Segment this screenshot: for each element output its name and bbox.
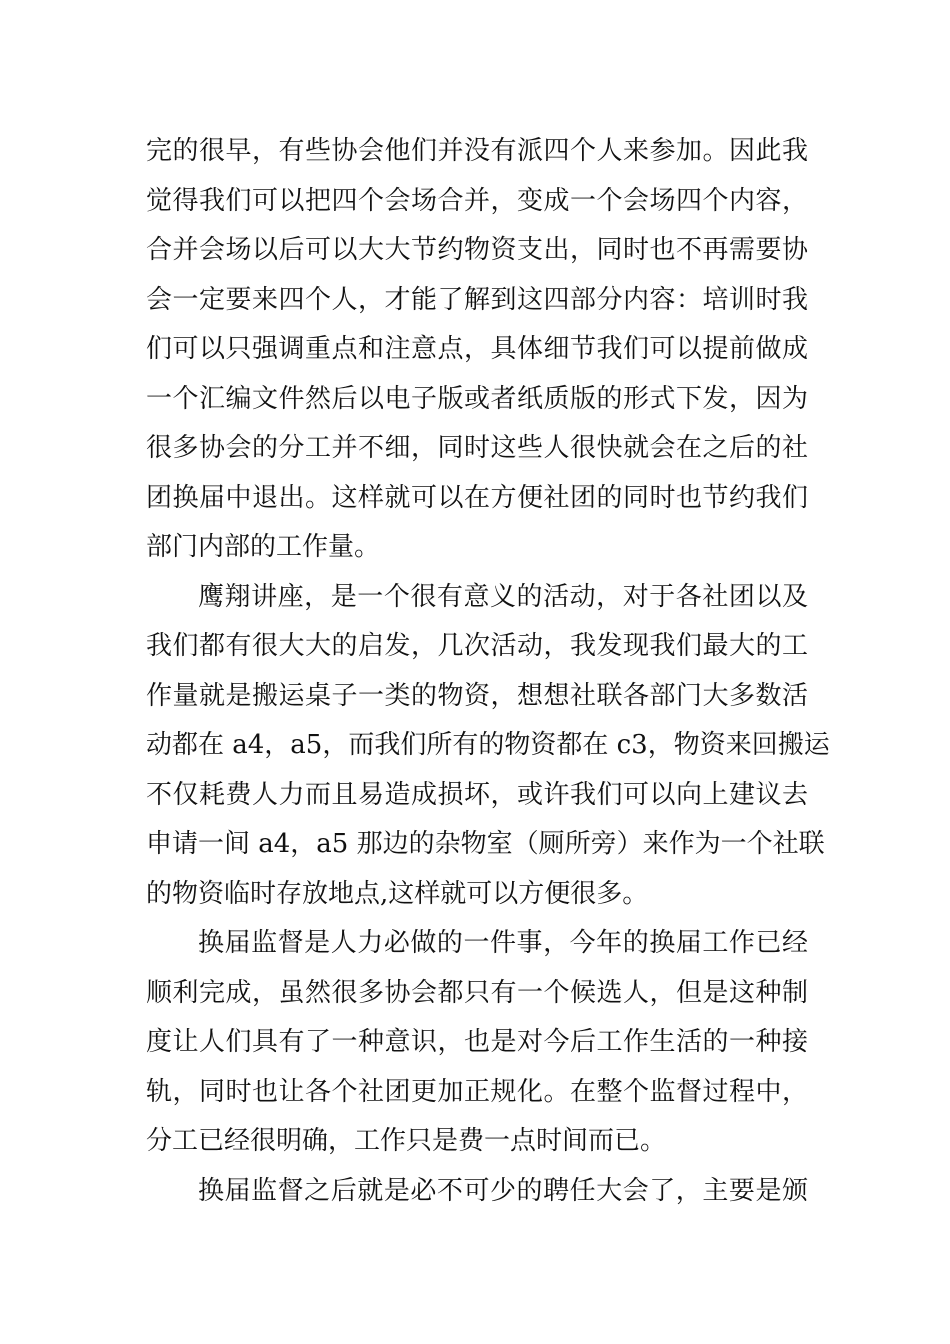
paragraph-1 xyxy=(146,127,808,573)
text-line: 合并会场以后可以大大节约物资支出，同时也不再需要协 xyxy=(146,235,808,265)
text-line: 的物资临时存放地点,这样就可以方便很多。 xyxy=(146,878,649,909)
text-line: 度让人们具有了一种意识，也是对今后工作生活的一种接 xyxy=(146,1027,808,1057)
text-line: 分工已经很明确，工作只是费一点时间而已。 xyxy=(146,1126,667,1156)
text-line: 完的很早，有些协会他们并没有派四个人来参加。因此我 xyxy=(146,136,808,166)
text-line: 换届监督是人力必做的一件事，今年的换届工作已经 xyxy=(198,928,808,958)
text-line: 不仅耗费人力而且易造成损坏，或许我们可以向上建议去 xyxy=(146,779,808,810)
text-line: 一个汇编文件然后以电子版或者纸质版的形式下发，因为 xyxy=(146,383,808,414)
paragraph-3 xyxy=(146,919,808,1167)
text-line: 部门内部的工作量。 xyxy=(146,532,381,562)
text-line: 团换届中退出。这样就可以在方便社团的同时也节约我们 xyxy=(146,482,808,513)
text-line: 换届监督之后就是必不可少的聘任大会了，主要是颁 xyxy=(198,1175,808,1206)
paragraph-2 xyxy=(146,573,830,920)
text-line: 动都在 a4，a5，而我们所有的物资都在 c3，物资来回搬运 xyxy=(146,730,830,760)
text-line: 顺利完成，虽然很多协会都只有一个候选人，但是这种制 xyxy=(146,977,808,1008)
text-line: 我们都有很大大的启发，几次活动，我发现我们最大的工 xyxy=(146,631,808,661)
paragraph-4 xyxy=(146,1167,808,1217)
text-line: 会一定要来四个人，才能了解到这四部分内容：培训时我 xyxy=(146,284,808,315)
text-line: 作量就是搬运桌子一类的物资，想想社联各部门大多数活 xyxy=(146,680,808,711)
text-line: 鹰翔讲座，是一个很有意义的活动，对于各社团以及 xyxy=(198,581,808,612)
text-line: 觉得我们可以把四个会场合并，变成一个会场四个内容， xyxy=(146,185,808,216)
text-line: 很多协会的分工并不细，同时这些人很快就会在之后的社 xyxy=(146,433,808,463)
text-line: 申请一间 a4，a5 那边的杂物室（厕所旁）来作为一个社联 xyxy=(146,829,825,859)
text-line: 轨，同时也让各个社团更加正规化。在整个监督过程中， xyxy=(146,1076,808,1107)
document-body xyxy=(146,127,830,1216)
text-line: 们可以只强调重点和注意点，具体细节我们可以提前做成 xyxy=(146,334,808,364)
